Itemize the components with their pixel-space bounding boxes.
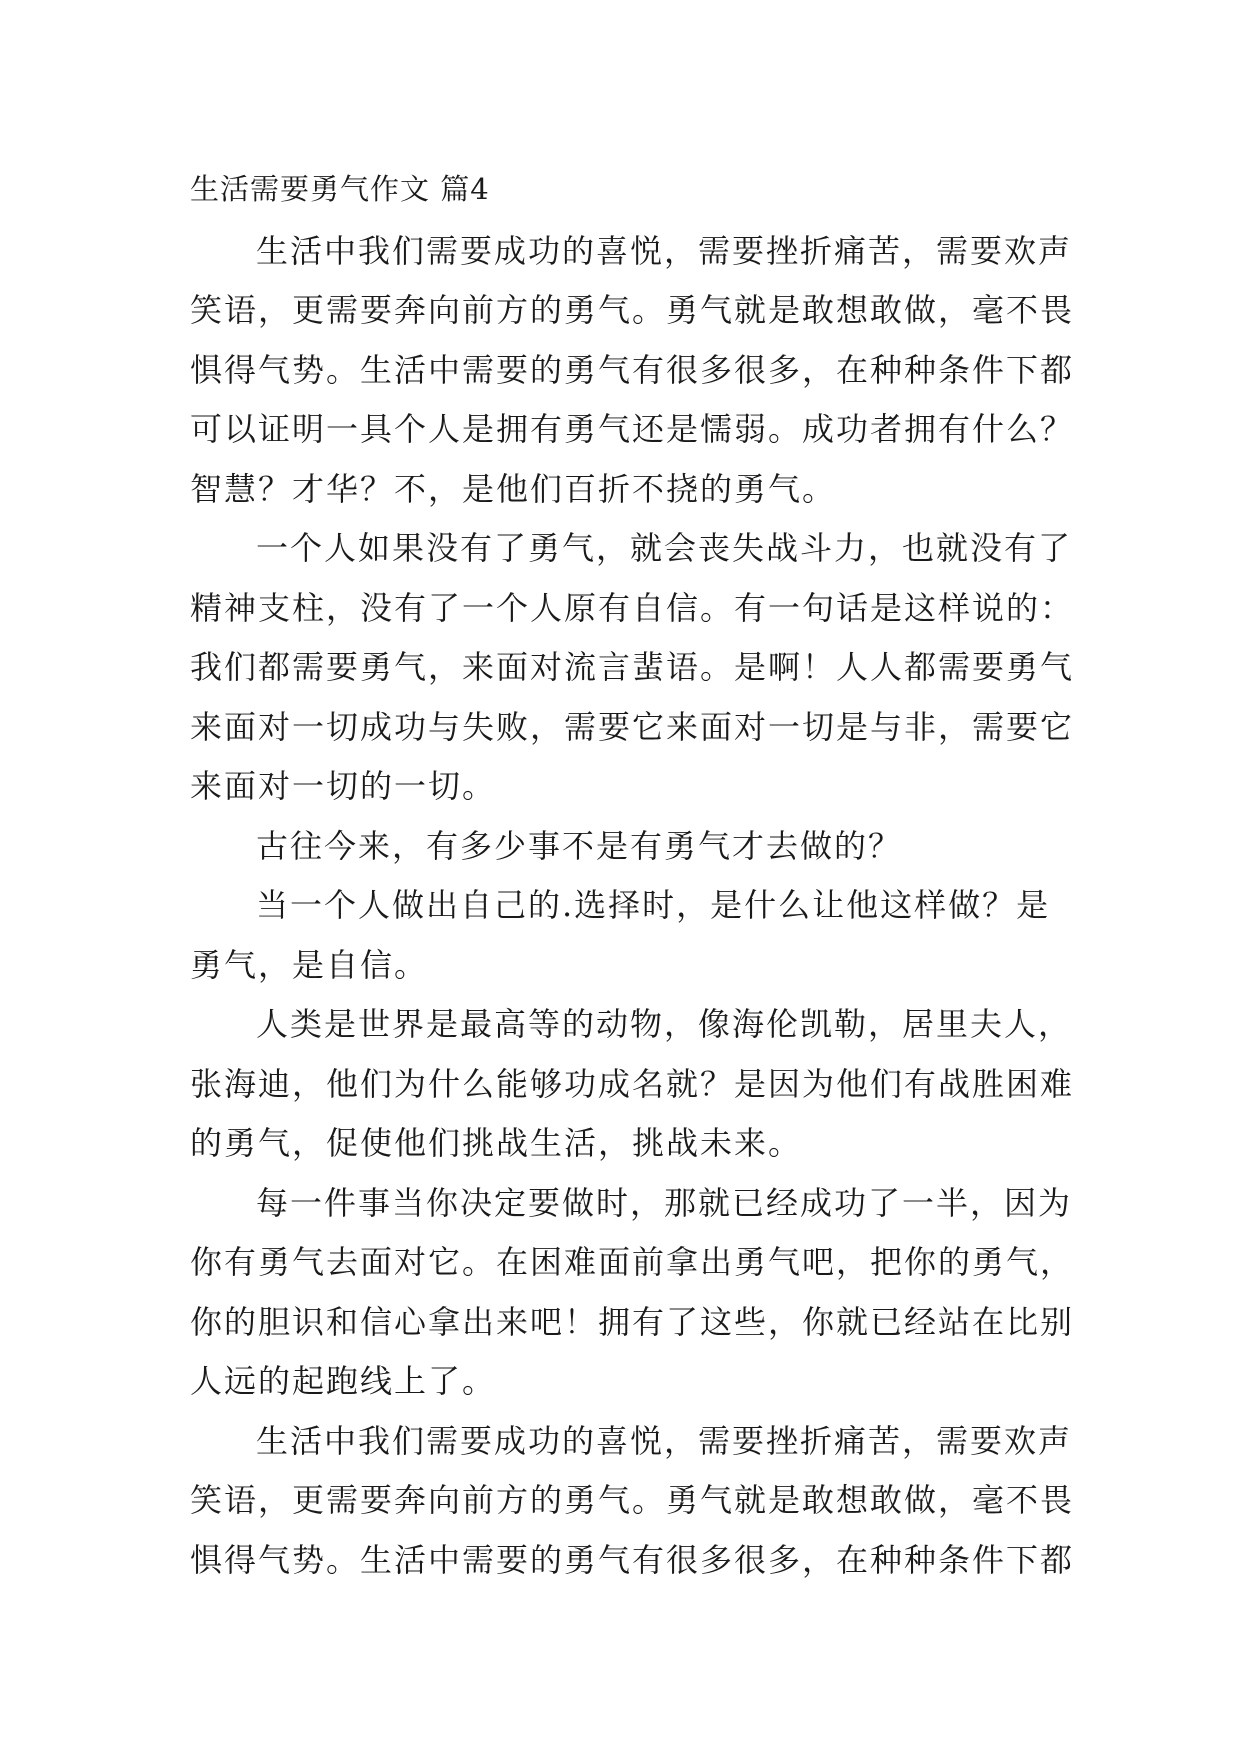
paragraph-3 <box>190 817 1060 877</box>
document-body <box>190 160 1075 1590</box>
paragraph-line: 来面对一切的一切。 <box>190 767 497 805</box>
paragraph-line: 我们都需要勇气，来面对流言蜚语。是啊！人人都需要勇气 <box>190 648 1075 686</box>
paragraph-line: 你的胆识和信心拿出来吧！拥有了这些，你就已经站在比别 <box>190 1302 1075 1341</box>
paragraph-line: 生活中我们需要成功的喜悦，需要挫折痛苦，需要欢声 <box>256 231 1073 270</box>
paragraph-line: 可以证明一具个人是拥有勇气还是懦弱。成功者拥有什么？ <box>190 410 1075 448</box>
paragraph-7 <box>190 1412 1075 1591</box>
paragraph-line: 你有勇气去面对它。在困难面前拿出勇气吧，把你的勇气， <box>190 1243 1075 1281</box>
paragraph-4 <box>190 876 1060 995</box>
paragraph-line: 的勇气，促使他们挑战生活，挑战未来。 <box>190 1124 803 1162</box>
paragraph-line: 笑语，更需要奔向前方的勇气。勇气就是敢想敢做，毫不畏 <box>190 1481 1075 1519</box>
paragraph-line: 当一个人做出自己的.选择时，是什么让他这样做？是 <box>256 886 1051 924</box>
paragraph-line: 精神支柱，没有了一个人原有自信。有一句话是这样说的： <box>190 588 1075 627</box>
paragraph-line: 来面对一切成功与失败，需要它来面对一切是与非，需要它 <box>190 707 1075 746</box>
paragraph-5 <box>190 995 1075 1174</box>
paragraph-6 <box>190 1174 1075 1412</box>
paragraph-line: 人远的起跑线上了。 <box>190 1362 497 1400</box>
paragraph-line: 勇气，是自信。 <box>190 945 429 984</box>
paragraph-line: 生活中我们需要成功的喜悦，需要挫折痛苦，需要欢声 <box>256 1421 1073 1460</box>
paragraph-line: 人类是世界是最高等的动物，像海伦凯勒，居里夫人， <box>256 1005 1073 1043</box>
paragraph-line: 每一件事当你决定要做时，那就已经成功了一半，因为 <box>256 1183 1073 1222</box>
paragraph-line: 智慧？才华？不，是他们百折不挠的勇气。 <box>190 469 837 508</box>
paragraph-1 <box>190 222 1075 520</box>
paragraph-line: 惧得气势。生活中需要的勇气有很多很多，在种种条件下都 <box>190 350 1075 389</box>
paragraph-line: 一个人如果没有了勇气，就会丧失战斗力，也就没有了 <box>256 529 1073 567</box>
paragraph-line: 古往今来，有多少事不是有勇气才去做的？ <box>256 826 903 865</box>
paragraph-2 <box>190 519 1075 817</box>
paragraph-line: 笑语，更需要奔向前方的勇气。勇气就是敢想敢做，毫不畏 <box>190 291 1075 329</box>
paragraph-line: 惧得气势。生活中需要的勇气有很多很多，在种种条件下都 <box>190 1540 1075 1579</box>
paragraph-line: 张海迪，他们为什么能够功成名就？是因为他们有战胜困难 <box>190 1064 1075 1103</box>
document-title: 生活需要勇气作文 篇4 <box>190 172 490 206</box>
